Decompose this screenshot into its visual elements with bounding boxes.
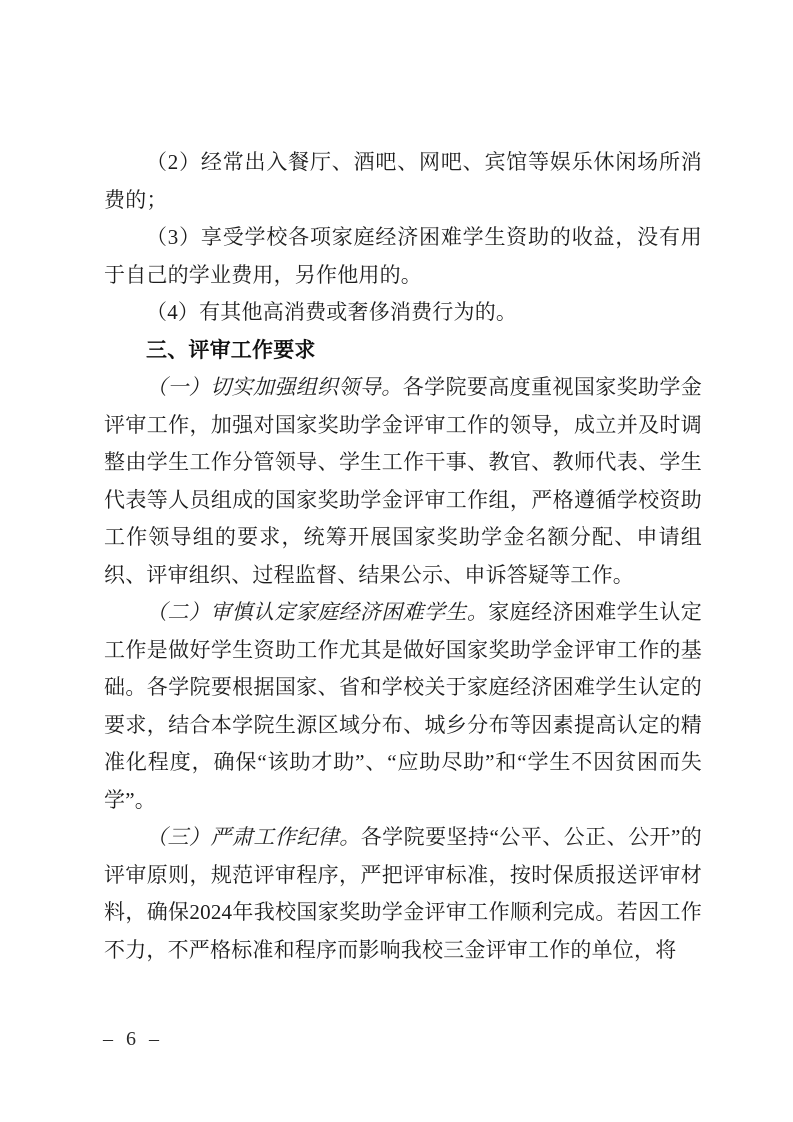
section-heading: 三、评审工作要求 xyxy=(146,338,316,362)
item-lead-label: （二）审慎认定家庭经济困难学生。 xyxy=(146,600,489,624)
list-item: （2）经常出入餐厅、酒吧、网吧、宾馆等娱乐休闲场所消费的； xyxy=(104,150,702,212)
item-lead-label: （一）切实加强组织领导。 xyxy=(146,375,403,399)
item-body-text: 家庭经济困难学生认定工作是做好学生资助工作尤其是做好国家奖助学金评审工作的基础。各学院要根据国家、省和学校关于家庭经济困难学生认定的要求，结合本学院生源区域分布、城乡分布等因素提高认定的精准化程度，确保“该助才助”、“应助尽助”和“学生不因贫困而失学”。 xyxy=(104,600,703,812)
list-item: （3）享受学校各项家庭经济困难学生资助的收益，没有用于自己的学业费用，另作他用的。 xyxy=(104,225,702,287)
item-lead-label: （三）严肃工作纪律。 xyxy=(146,825,361,849)
section-item xyxy=(104,369,702,594)
item-body-text: 各学院要高度重视国家奖助学金评审工作，加强对国家奖助学金评审工作的领导，成立并及时调整由学生工作分管领导、学生工作干事、教官、教师代表、学生代表等人员组成的国家奖助学金评审工作组，严格遵循学校资助工作领导组的要求，统筹开展国家奖助学金名额分配、申请组织、评审组织、过程监督、结果公示、申诉答疑等工作。 xyxy=(104,375,702,587)
page-number: – 6 – xyxy=(103,1028,163,1050)
document-body xyxy=(104,144,702,969)
item-body-text: 各学院要坚持“公平、公正、公开”的评审原则，规范评审程序，严把评审标准，按时保质报送评审材料，确保2024年我校国家奖助学金评审工作顺利完成。若因工作不力，不严格标准和程序而影响我校三金评审工作的单位，将 xyxy=(104,825,703,962)
list-item: （4）有其他高消费或奢侈消费行为的。 xyxy=(146,300,518,324)
section-item xyxy=(104,819,702,969)
section-item xyxy=(104,594,702,819)
